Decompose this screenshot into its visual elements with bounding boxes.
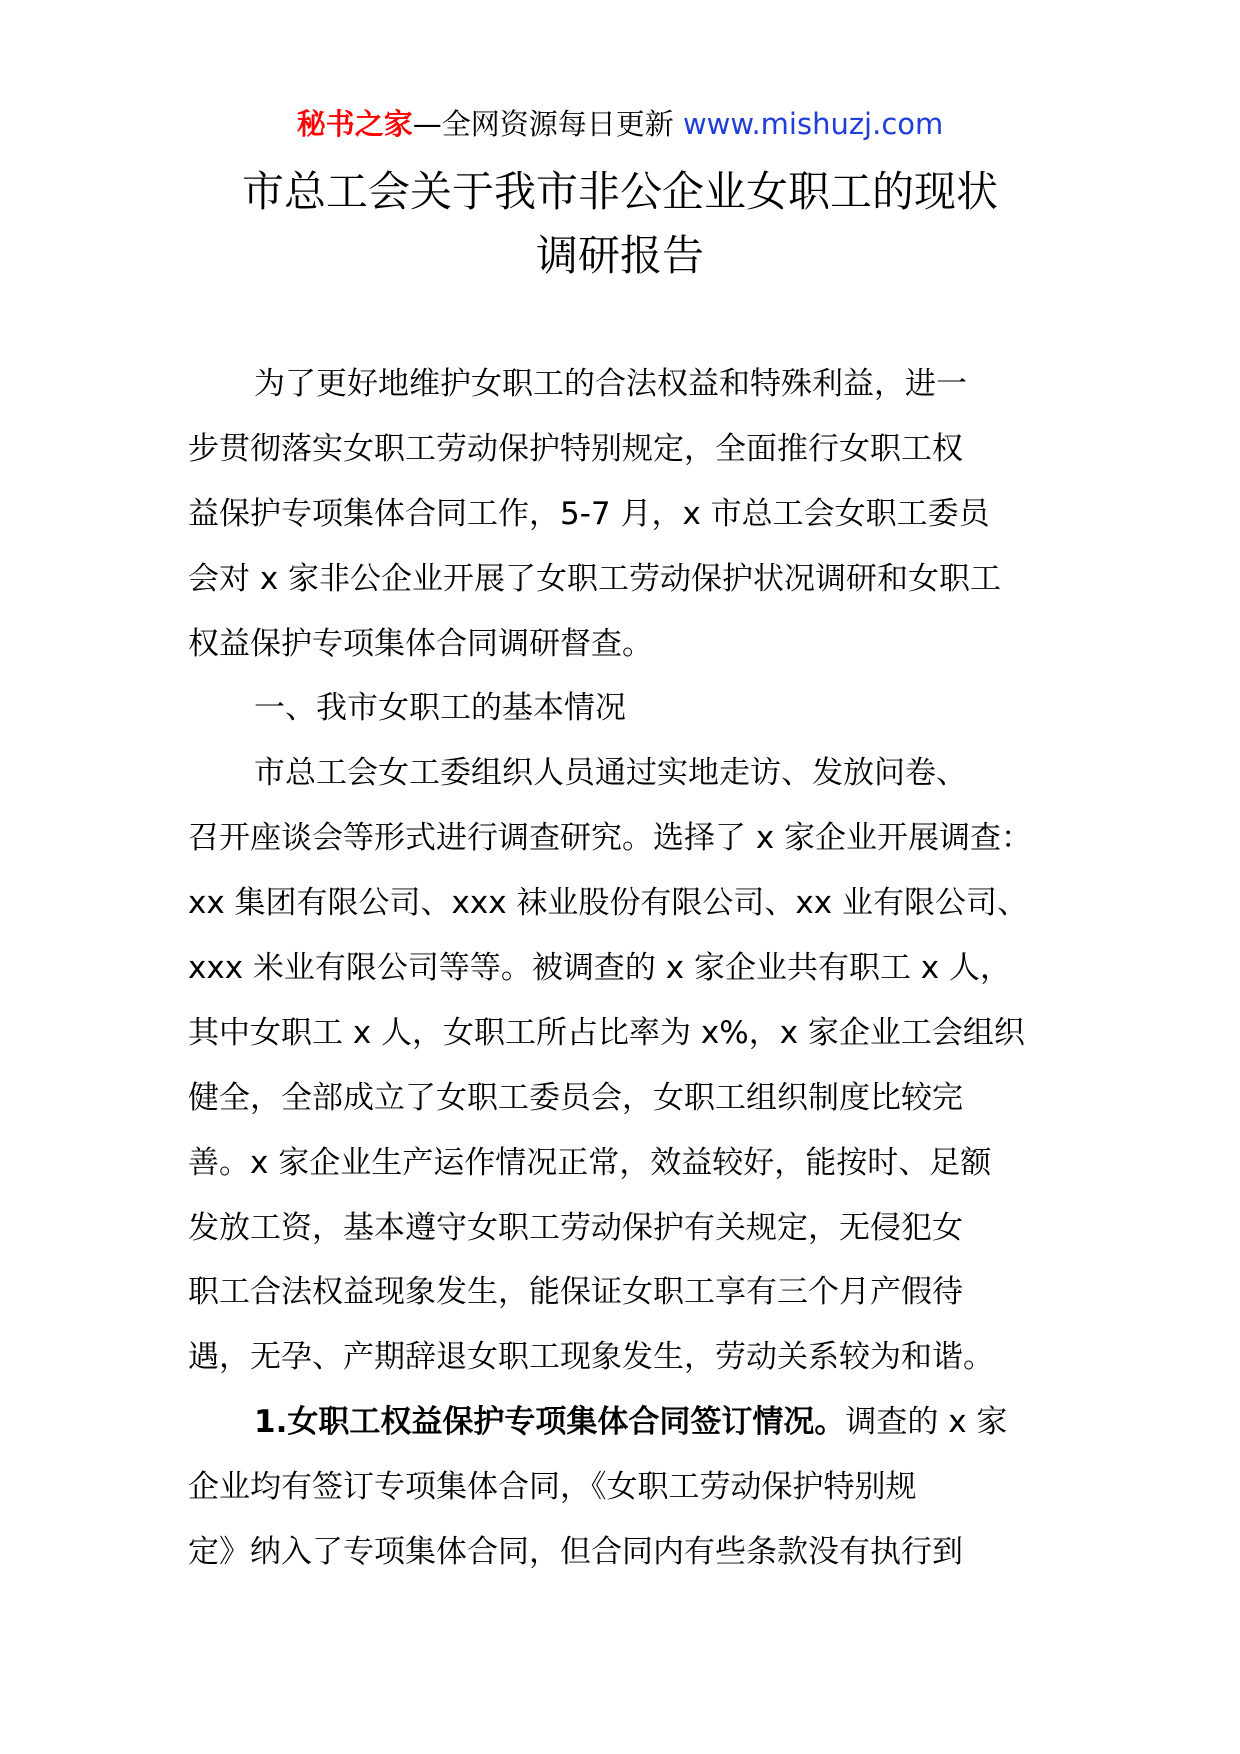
paragraph-line: 步贯彻落实女职工劳动保护特别规定，全面推行女职工权 <box>188 430 963 467</box>
paragraph-line: 企业均有签订专项集体合同，《女职工劳动保护特别规 <box>188 1469 917 1506</box>
paragraph-line: 会对 x 家非公企业开展了女职工劳动保护状况调研和女职工 <box>188 560 1002 597</box>
site-banner <box>0 100 1240 148</box>
subsection-line <box>188 1390 1088 1455</box>
paragraph-line: 定》纳入了专项集体合同，但合同内有些条款没有执行到 <box>188 1534 963 1571</box>
paragraph-line: 善。x 家企业生产运作情况正常，效益较好，能按时、足额 <box>188 1144 992 1181</box>
paragraph-line: 发放工资，基本遵守女职工劳动保护有关规定，无侵犯女 <box>188 1209 963 1246</box>
subsection-text: 调查的 x 家 <box>845 1404 1008 1441</box>
paragraph-line: 遇，无孕、产期辞退女职工现象发生，劳动关系较为和谐。 <box>188 1339 994 1376</box>
title-line-1: 市总工会关于我市非公企业女职工的现状 <box>241 167 998 216</box>
paragraph-line: 权益保护专项集体合同调研督查。 <box>188 625 653 662</box>
title-line-2: 调研报告 <box>535 231 704 280</box>
paragraph-line: 益保护专项集体合同工作，5-7 月，x 市总工会女职工委员 <box>188 495 990 532</box>
paragraph-line: 职工合法权益现象发生，能保证女职工享有三个月产假待 <box>188 1274 963 1311</box>
paragraph-line: 为了更好地维护女职工的合法权益和特殊利益，进一 <box>254 366 967 402</box>
document-title <box>0 160 1240 288</box>
paragraph-line: 召开座谈会等形式进行调查研究。选择了 x 家企业开展调查： <box>188 820 1033 857</box>
paragraph-line: 其中女职工 x 人，女职工所占比率为 x%，x 家企业工会组织 <box>188 1014 1025 1051</box>
paragraph-line: 市总工会女工委组织人员通过实地走访、发放问卷、 <box>254 755 967 792</box>
paragraph-line: 健全，全部成立了女职工委员会，女职工组织制度比较完 <box>188 1079 963 1116</box>
banner-brand: 秘书之家 <box>296 107 413 141</box>
paragraph-line: xx 集团有限公司、xxx 袜业股份有限公司、xx 业有限公司、 <box>188 885 1028 922</box>
subsection-heading: 1.女职工权益保护专项集体合同签订情况。 <box>254 1404 846 1441</box>
document-body <box>188 352 1088 1585</box>
banner-tagline: —全网资源每日更新 <box>412 107 683 141</box>
section-heading: 一、我市女职工的基本情况 <box>254 690 626 727</box>
banner-website-link[interactable]: www.mishuzj.com <box>682 107 944 141</box>
paragraph-line: xxx 米业有限公司等等。被调查的 x 家企业共有职工 x 人， <box>188 950 1011 987</box>
